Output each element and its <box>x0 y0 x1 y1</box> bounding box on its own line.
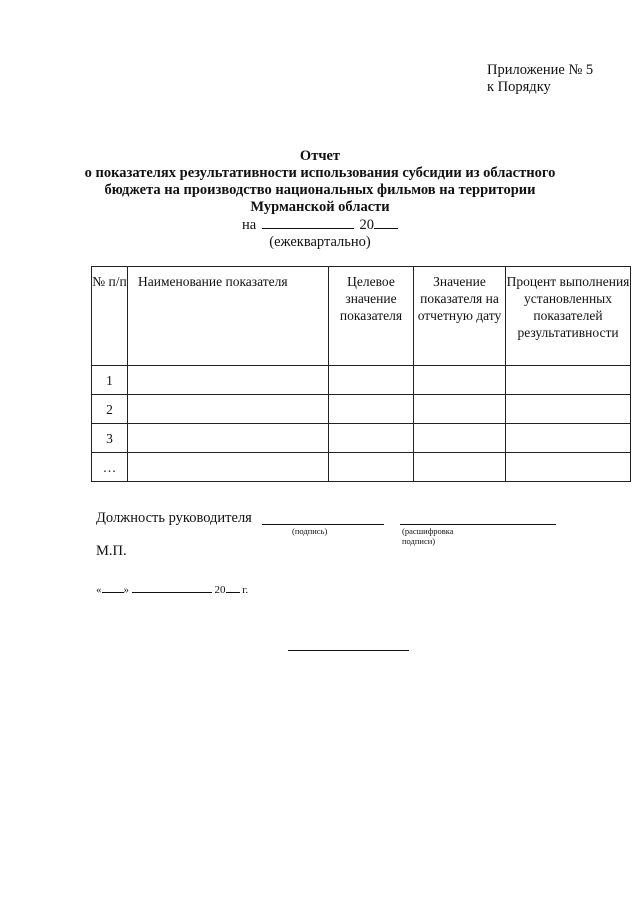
title-line-1: Отчет <box>299 148 341 164</box>
report-period <box>0 216 640 251</box>
title-line-2: о показателях результативности использования субсидии из областного <box>84 165 556 181</box>
appendix-number: Приложение № 5 <box>487 62 594 78</box>
signature-label: Должность руководителя <box>96 510 252 526</box>
title-line-3: бюджета на производство национальных фильмов на территории <box>104 182 536 198</box>
header-indicator-name: Наименование показателя <box>128 267 329 366</box>
cell-target-value[interactable] <box>329 453 414 482</box>
month-blank[interactable] <box>132 583 212 593</box>
date-line <box>96 583 248 596</box>
stamp-place-label: М.П. <box>96 543 127 559</box>
cell-actual-value[interactable] <box>414 395 506 424</box>
title-line-4: Мурманской области <box>250 199 390 215</box>
table-row <box>92 366 631 395</box>
signature-caption: (подпись) <box>292 526 328 536</box>
cell-target-value[interactable] <box>329 424 414 453</box>
signature-decoding-blank[interactable] <box>400 524 556 525</box>
period-line <box>0 216 640 234</box>
signature-block <box>96 510 454 546</box>
appendix-note <box>487 62 593 96</box>
year-blank[interactable] <box>226 583 240 593</box>
table-row <box>92 424 631 453</box>
cell-completion-percent[interactable] <box>506 366 631 395</box>
cell-target-value[interactable] <box>329 366 414 395</box>
table-row <box>92 395 631 424</box>
header-target-value: Целевое значение показателя <box>329 267 414 366</box>
cell-completion-percent[interactable] <box>506 424 631 453</box>
cell-indicator-name[interactable] <box>128 453 329 482</box>
cell-indicator-name[interactable] <box>128 395 329 424</box>
cell-target-value[interactable] <box>329 395 414 424</box>
cell-actual-value[interactable] <box>414 453 506 482</box>
row-number: 1 <box>92 366 128 395</box>
cell-actual-value[interactable] <box>414 366 506 395</box>
period-year-blank[interactable] <box>374 216 398 229</box>
period-frequency: (ежеквартально) <box>269 234 371 250</box>
date-year-suffix: г. <box>242 584 249 596</box>
report-title <box>0 148 640 216</box>
appendix-reference: к Порядку <box>487 79 551 95</box>
cell-indicator-name[interactable] <box>128 424 329 453</box>
header-actual-value: Значение показателя на отчетную дату <box>414 267 506 366</box>
signature-blank[interactable] <box>262 524 384 525</box>
period-year-prefix: 20 <box>359 217 374 233</box>
date-open-quote: « <box>96 584 102 596</box>
date-close-quote: » <box>123 584 129 596</box>
cell-completion-percent[interactable] <box>506 395 631 424</box>
table-row <box>92 453 631 482</box>
cell-completion-percent[interactable] <box>506 453 631 482</box>
row-number: 2 <box>92 395 128 424</box>
table-header-row <box>92 267 631 366</box>
header-number: № п/п <box>92 267 128 366</box>
cell-indicator-name[interactable] <box>128 366 329 395</box>
date-year-prefix: 20 <box>214 584 226 596</box>
row-number: … <box>92 453 128 482</box>
header-completion-percent: Процент выполнения установленных показателей результативности <box>506 267 631 366</box>
period-prefix: на <box>242 217 257 233</box>
indicators-table <box>91 266 631 482</box>
period-date-blank[interactable] <box>262 216 354 229</box>
row-number: 3 <box>92 424 128 453</box>
signature-decoding-caption: (расшифровка подписи) <box>402 526 454 546</box>
closing-separator-line <box>288 650 409 651</box>
cell-actual-value[interactable] <box>414 424 506 453</box>
day-blank[interactable] <box>102 583 124 593</box>
